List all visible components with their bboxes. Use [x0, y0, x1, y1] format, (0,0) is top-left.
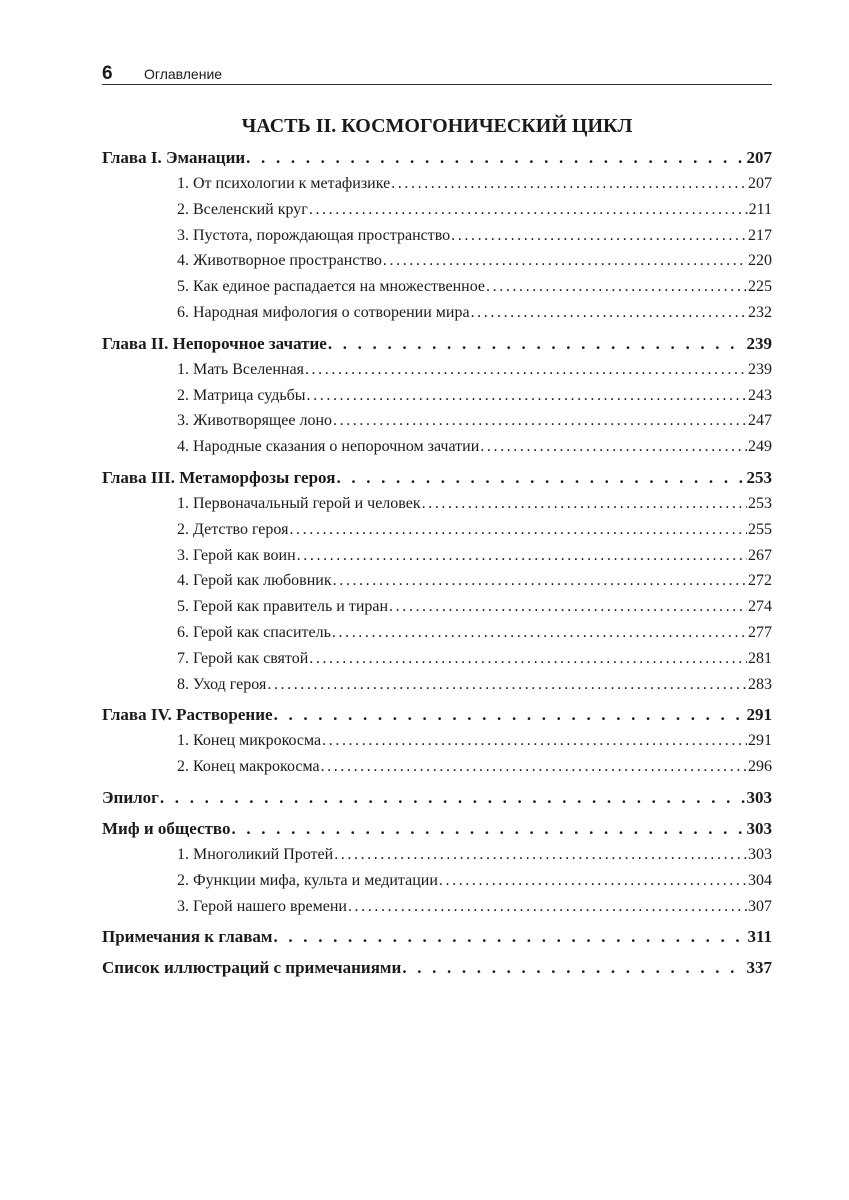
- dot-leader: [328, 331, 746, 357]
- toc-section-entry: [102, 842, 772, 868]
- dot-leader: [246, 145, 745, 171]
- toc-entry-page-number: 283: [748, 675, 772, 693]
- toc-chapter-entry: [102, 816, 772, 842]
- dot-leader: [389, 594, 747, 620]
- toc-chapter-entry: [102, 702, 772, 728]
- toc-section-entry: [102, 728, 772, 754]
- toc-entry-page-number: 311: [747, 927, 772, 947]
- toc-entry-page-number: 337: [746, 958, 772, 978]
- toc-entry-title: Глава III. Метаморфозы героя: [102, 467, 336, 487]
- toc-section-entry: [102, 868, 772, 894]
- toc-section-entry: [102, 248, 772, 274]
- dot-leader: [471, 300, 747, 326]
- toc-entry-page-number: 249: [748, 438, 772, 456]
- toc-entry-title: Примечания к главам: [102, 927, 273, 947]
- toc-chapter-entry: [102, 331, 772, 357]
- toc-entry-title: 5. Герой как правитель и тиран: [177, 598, 389, 616]
- toc-entry-title: 1. Мать Вселенная: [177, 360, 304, 378]
- dot-leader: [274, 702, 746, 728]
- running-header-title: Оглавление: [144, 66, 223, 82]
- toc-chapter-entry: [102, 465, 772, 491]
- dot-leader: [309, 646, 747, 672]
- toc-entry-page-number: 267: [748, 546, 772, 564]
- toc-entry-page-number: 304: [748, 871, 772, 889]
- dot-leader: [322, 728, 747, 754]
- toc-entry-page-number: 243: [748, 386, 772, 404]
- toc-entry-title: 6. Народная мифология о сотворении мира: [177, 303, 470, 321]
- toc-section-entry: [102, 594, 772, 620]
- toc-entry-page-number: 303: [746, 818, 772, 838]
- toc-section-entry: [102, 434, 772, 460]
- toc-section-entry: [102, 754, 772, 780]
- toc-entry-title: 3. Герой нашего времени: [177, 897, 347, 915]
- toc-chapter-entry: [102, 145, 772, 171]
- toc-entry-title: 2. Конец макрокосма: [177, 758, 320, 776]
- dot-leader: [422, 491, 747, 517]
- running-header: [102, 62, 772, 85]
- toc-section-entry: [102, 357, 772, 383]
- toc-entry-page-number: 207: [746, 148, 772, 167]
- toc-entry-title: 1. Конец микрокосма: [177, 732, 322, 750]
- toc-section-entry: [102, 543, 772, 569]
- toc-entry-page-number: 272: [748, 572, 772, 590]
- toc-entry-title: 1. Многоликий Протей: [177, 845, 334, 863]
- dot-leader: [451, 223, 747, 249]
- toc-entry-page-number: 211: [748, 200, 772, 218]
- toc-entry-page-number: 291: [746, 705, 772, 725]
- toc-entry-title: 1. Первоначальный герой и человек: [177, 494, 421, 512]
- toc-entry-title: 1. От психологии к метафизике: [177, 175, 391, 192]
- toc-entry-title: Глава II. Непорочное зачатие: [102, 333, 327, 353]
- dot-leader: [321, 754, 747, 780]
- toc-chapter-entry: [102, 924, 772, 950]
- toc-section-entry: [102, 568, 772, 594]
- toc-entry-page-number: 253: [748, 494, 772, 512]
- dot-leader: [309, 197, 748, 223]
- toc-entry-page-number: 217: [748, 226, 772, 244]
- dot-leader: [402, 955, 745, 981]
- toc-entry-title: 3. Животворящее лоно: [177, 412, 332, 430]
- toc-entry-title: 5. Как единое распадается на множественное: [177, 278, 486, 296]
- toc-entry-title: Эпилог: [102, 787, 159, 807]
- toc-section-entry: [102, 408, 772, 434]
- toc-section-entry: [102, 491, 772, 517]
- toc-section-entry: [102, 274, 772, 300]
- toc-entry-title: 3. Пустота, порождающая пространство: [177, 226, 451, 244]
- dot-leader: [307, 383, 747, 409]
- toc-section-entry: [102, 300, 772, 326]
- toc-entry-page-number: 303: [746, 787, 772, 807]
- toc-entry-page-number: 225: [748, 278, 772, 296]
- dot-leader: [332, 620, 747, 646]
- part-title: ЧАСТЬ II. КОСМОГОНИЧЕСКИЙ ЦИКЛ: [241, 115, 633, 137]
- toc-entry-page-number: 232: [748, 303, 772, 321]
- dot-leader: [391, 171, 747, 197]
- toc-entry-title: Миф и общество: [102, 818, 231, 838]
- toc-section-entry: [102, 620, 772, 646]
- toc-entry-page-number: 291: [748, 732, 772, 750]
- dot-leader: [333, 568, 747, 594]
- toc-entry-page-number: 255: [748, 520, 772, 538]
- dot-leader: [383, 248, 747, 274]
- toc-entry-title: 8. Уход героя: [177, 675, 267, 693]
- toc-section-entry: [102, 171, 772, 197]
- toc-entry-title: 2. Детство героя: [177, 520, 289, 538]
- dot-leader: [480, 434, 747, 460]
- toc-entry-page-number: 207: [748, 175, 772, 192]
- dot-leader: [486, 274, 747, 300]
- toc-section-entry: [102, 197, 772, 223]
- toc-entry-title: 2. Матрица судьбы: [177, 386, 306, 404]
- toc-entry-title: 4. Животворное пространство: [177, 252, 382, 270]
- dot-leader: [439, 868, 747, 894]
- dot-leader: [160, 785, 746, 811]
- toc-entry-title: 4. Народные сказания о непорочном зачатии: [177, 438, 480, 456]
- toc-section-entry: [102, 383, 772, 409]
- toc-entry-title: Список иллюстраций с примечаниями: [102, 958, 402, 978]
- toc-entry-title: Глава IV. Растворение: [102, 705, 273, 725]
- dot-leader: [297, 543, 747, 569]
- toc-entry-title: 4. Герой как любовник: [177, 572, 332, 590]
- toc-entry-page-number: 281: [748, 649, 772, 667]
- toc-entry-title: 2. Функции мифа, культа и медитации: [177, 871, 438, 889]
- toc-chapter-entry: [102, 955, 772, 981]
- toc-entry-page-number: 303: [748, 845, 772, 863]
- toc-section-entry: [102, 517, 772, 543]
- dot-leader: [267, 672, 747, 698]
- toc-entry-page-number: 220: [748, 252, 772, 270]
- toc-entry-page-number: 239: [746, 333, 772, 353]
- dot-leader: [334, 842, 747, 868]
- toc-entry-page-number: 277: [748, 623, 772, 641]
- toc-entry-title: Глава I. Эманации: [102, 148, 246, 167]
- dot-leader: [305, 357, 747, 383]
- toc-section-entry: [102, 223, 772, 249]
- toc-section-entry: [102, 672, 772, 698]
- dot-leader: [333, 408, 747, 434]
- dot-leader: [289, 517, 747, 543]
- toc-entry-page-number: 239: [748, 360, 772, 378]
- toc-entry-title: 6. Герой как спаситель: [177, 623, 331, 641]
- toc-section-entry: [102, 894, 772, 920]
- toc-section-entry: [102, 646, 772, 672]
- dot-leader: [348, 894, 747, 920]
- toc-entry-title: 2. Вселенский круг: [177, 200, 308, 218]
- dot-leader: [231, 816, 745, 842]
- toc-entry-page-number: 253: [746, 467, 772, 487]
- toc-entry-title: 3. Герой как воин: [177, 546, 296, 564]
- toc-entry-page-number: 274: [748, 598, 772, 616]
- toc-entry-page-number: 247: [748, 412, 772, 430]
- toc-chapter-entry: [102, 785, 772, 811]
- page-number: 6: [102, 63, 113, 84]
- toc-entry-title: 7. Герой как святой: [177, 649, 309, 667]
- toc-entry-page-number: 307: [748, 897, 772, 915]
- toc-entry-page-number: 296: [748, 758, 772, 776]
- table-of-contents: [102, 145, 772, 981]
- dot-leader: [336, 465, 745, 491]
- dot-leader: [274, 924, 747, 950]
